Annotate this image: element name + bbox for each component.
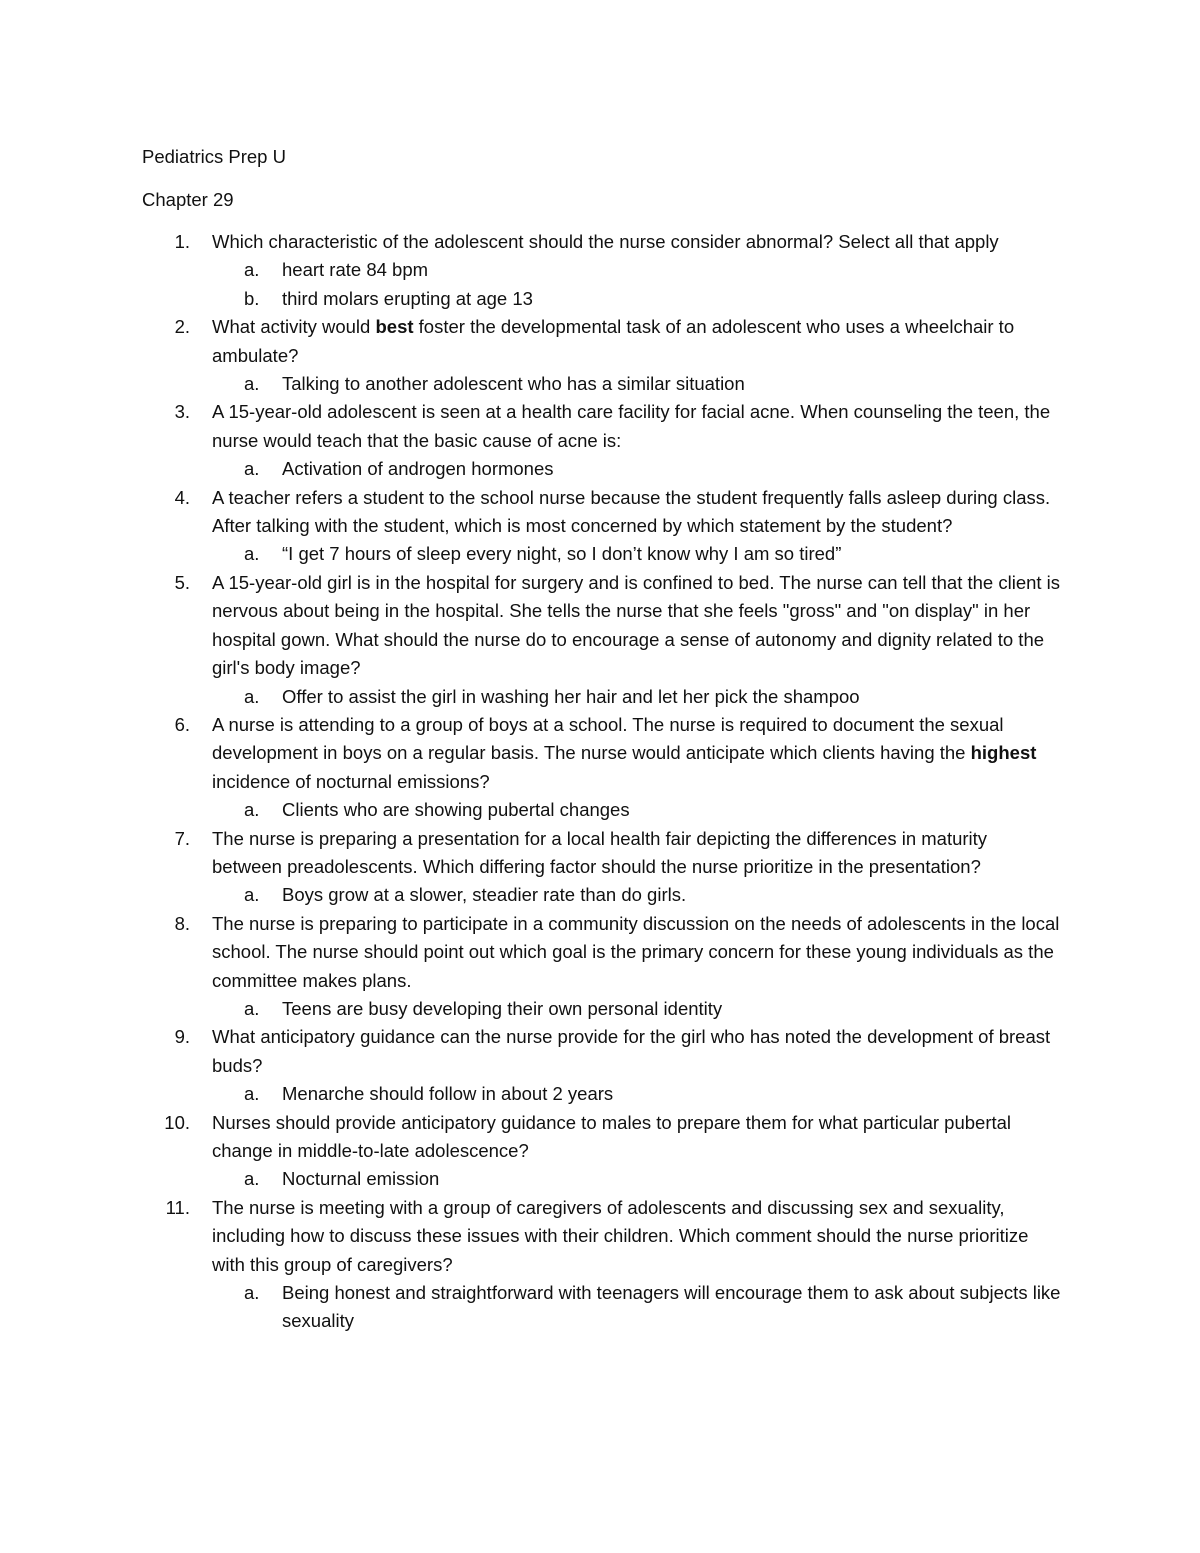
answer-text: Talking to another adolescent who has a similar situation [282, 373, 745, 395]
answer-item [212, 683, 1062, 711]
question-item [142, 398, 1062, 483]
answer-list [212, 1080, 1062, 1108]
question-number: 1. [174, 231, 190, 252]
question-number: 10. [164, 1111, 190, 1133]
question-text: Nurses should provide anticipatory guidance to males to prepare them for what particular pubertal change in middle-to-late adolescence? [212, 1111, 1012, 1161]
answer-list [212, 683, 1062, 711]
question-text-part: foster the developmental task of an adolescent who uses a wheelchair to ambulate? [212, 316, 1015, 366]
document-title: Pediatrics Prep U [142, 146, 286, 167]
answer-letter: a. [244, 799, 260, 821]
answer-item [212, 1279, 1062, 1336]
question-number: 7. [174, 827, 190, 849]
question-item [142, 228, 1062, 313]
answer-item [212, 285, 1062, 313]
question-text-part: What activity would [212, 316, 376, 338]
answer-item [212, 1080, 1062, 1108]
answer-list [212, 1279, 1062, 1336]
answer-letter: a. [244, 458, 260, 480]
question-list [142, 228, 1062, 1336]
answer-list [212, 995, 1062, 1023]
question-emphasis: best [375, 316, 414, 338]
answer-list [212, 370, 1062, 398]
answer-letter: a. [244, 373, 260, 395]
answer-text: Menarche should follow in about 2 years [282, 1083, 614, 1105]
question-text: A teacher refers a student to the school nurse because the student frequently falls asleep during class. After talking with the student, which is most concerned by which statement by the student? [212, 486, 1051, 537]
question-number: 3. [174, 401, 190, 423]
question-number: 9. [174, 1026, 190, 1048]
question-item [142, 313, 1062, 398]
answer-list [212, 256, 1062, 313]
answer-text: Nocturnal emission [282, 1168, 440, 1190]
answer-item [212, 796, 1062, 824]
answer-item [212, 370, 1062, 398]
answer-letter: a. [244, 997, 260, 1019]
question-number: 2. [174, 316, 190, 338]
question-item [142, 825, 1062, 910]
question-text: A 15-year-old adolescent is seen at a health care facility for facial acne. When counseling the teen, the nurse would teach that the basic cause of acne is: [212, 401, 1051, 451]
answer-text: Teens are busy developing their own personal identity [282, 997, 723, 1019]
question-text: Which characteristic of the adolescent should the nurse consider abnormal? Select all that apply [212, 231, 999, 252]
question-text [212, 714, 1036, 792]
answer-text: Activation of androgen hormones [282, 458, 554, 480]
answer-text: Offer to assist the girl in washing her hair and let her pick the shampoo [282, 685, 860, 707]
answer-letter: a. [244, 884, 260, 906]
answer-letter: b. [244, 287, 260, 309]
answer-text: Being honest and straightforward with teenagers will encourage them to ask about subjects like sexuality [282, 1282, 1061, 1332]
question-text [212, 316, 1014, 365]
answer-text: heart rate 84 bpm [282, 259, 429, 281]
question-item [142, 569, 1062, 711]
question-emphasis: highest [970, 742, 1037, 764]
answer-text: Boys grow at a slower, steadier rate than do girls. [282, 884, 687, 906]
question-number: 11. [165, 1196, 190, 1218]
answer-letter: a. [244, 685, 260, 707]
question-number: 8. [174, 912, 190, 934]
answer-item [212, 256, 1062, 284]
question-number: 6. [174, 713, 190, 735]
question-text-part: A nurse is attending to a group of boys at a school. The nurse is required to document the sexual development in boys on a regular basis. The nurse would anticipate which clients having the [212, 713, 1004, 764]
answer-list [212, 540, 1062, 568]
answer-letter: a. [244, 1282, 260, 1304]
answer-letter: a. [244, 1083, 260, 1105]
question-item [142, 484, 1062, 569]
question-item [142, 1109, 1062, 1194]
question-item [142, 1023, 1062, 1108]
answer-item [212, 995, 1062, 1023]
answer-list [212, 455, 1062, 483]
answer-item [212, 1165, 1062, 1193]
chapter-heading: Chapter 29 [142, 189, 234, 210]
answer-list [212, 881, 1062, 909]
question-text: The nurse is preparing a presentation for a local health fair depicting the differences in maturity between preadolescents. Which differing factor should the nurse prioritize in the presentation? [212, 827, 988, 877]
question-number: 5. [174, 571, 190, 593]
question-item [142, 1194, 1062, 1336]
question-text: The nurse is meeting with a group of caregivers of adolescents and discussing sex and sexuality, including how to discuss these issues with their children. Which comment should the nurse prioritize with this group of caregivers? [212, 1196, 1029, 1275]
answer-item [212, 540, 1062, 568]
question-text: What anticipatory guidance can the nurse provide for the girl who has noted the development of breast buds? [212, 1026, 1051, 1076]
answer-list [212, 796, 1062, 824]
answer-item [212, 455, 1062, 483]
answer-letter: a. [244, 543, 260, 565]
answer-text: “I get 7 hours of sleep every night, so I don’t know why I am so tired” [282, 543, 842, 565]
question-text-part: incidence of nocturnal emissions? [212, 770, 490, 792]
question-text: A 15-year-old girl is in the hospital for surgery and is confined to bed. The nurse can tell that the client is nervous about being in the hospital. She tells the nurse that she feels "gross" and "on display" in her hospital gown. What should the nurse do to encourage a sense of autonomy and dignity related to the girl's body image? [212, 571, 1061, 679]
answer-letter: a. [244, 259, 260, 281]
question-item [142, 711, 1062, 825]
question-number: 4. [174, 486, 190, 508]
question-text: The nurse is preparing to participate in a community discussion on the needs of adolescents in the local school. The nurse should point out which goal is the primary concern for these young individuals as the committee makes plans. [212, 912, 1060, 991]
answer-text: third molars erupting at age 13 [282, 287, 533, 309]
answer-list [212, 1165, 1062, 1193]
question-item [142, 910, 1062, 1024]
answer-item [212, 881, 1062, 909]
answer-text: Clients who are showing pubertal changes [282, 799, 630, 821]
answer-letter: a. [244, 1168, 260, 1190]
